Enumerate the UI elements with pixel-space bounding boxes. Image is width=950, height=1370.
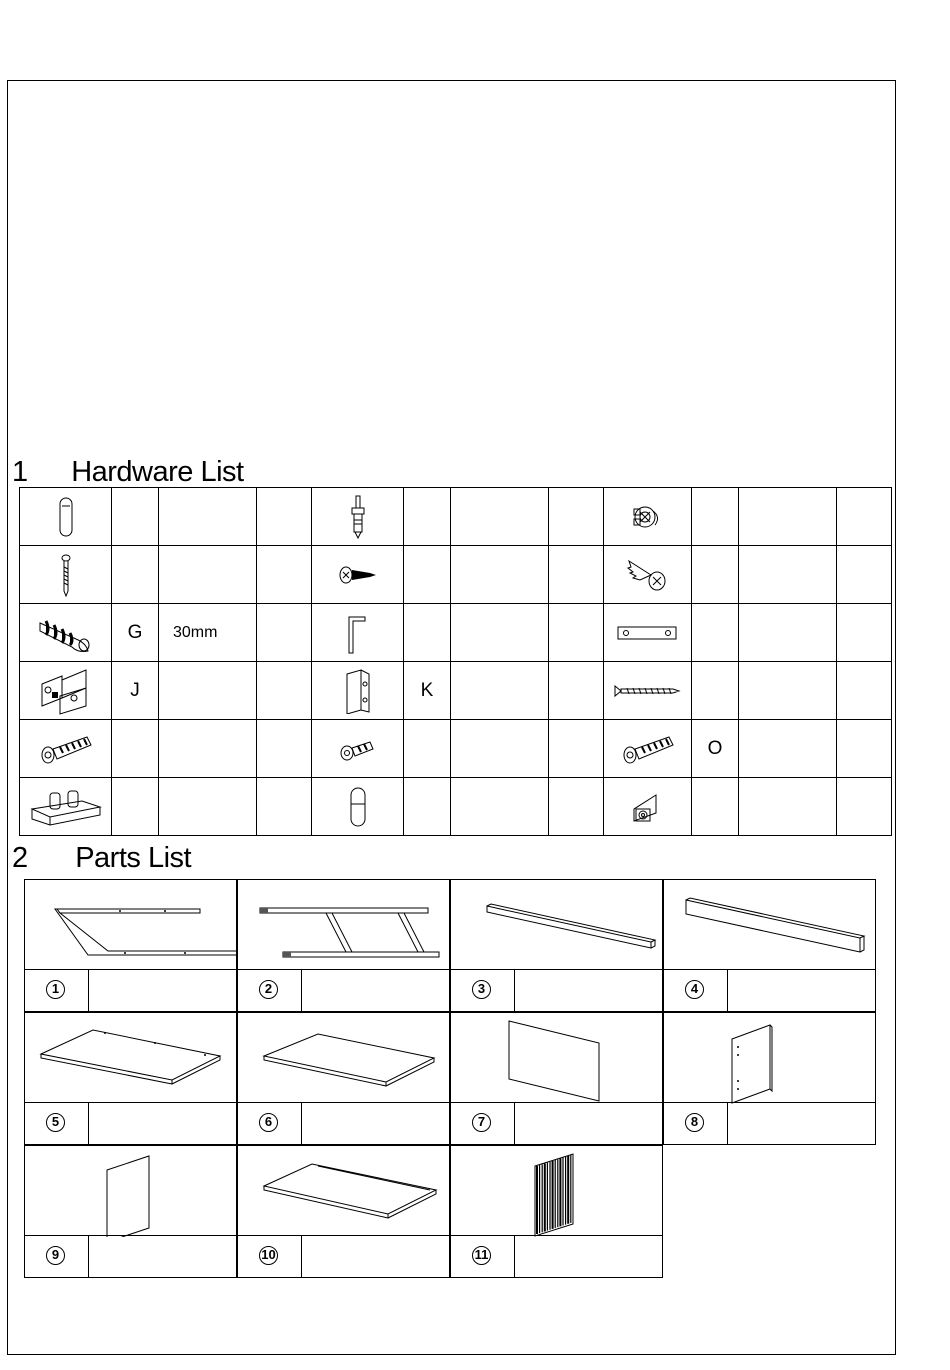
hardware-image-cell bbox=[312, 778, 404, 836]
hardware-letter: O bbox=[692, 720, 739, 778]
hardware-size bbox=[739, 720, 837, 778]
hardware-quantity bbox=[837, 546, 892, 604]
hardware-size bbox=[159, 488, 257, 546]
hardware-letter bbox=[404, 778, 451, 836]
hardware-size: 30mm bbox=[159, 604, 257, 662]
part-number: 7 bbox=[472, 1113, 491, 1132]
part-image-cell bbox=[663, 879, 876, 970]
hardware-image-cell bbox=[604, 720, 692, 778]
hardware-section-title bbox=[12, 456, 244, 488]
part-label-row bbox=[237, 1235, 450, 1278]
allen-key-icon bbox=[312, 611, 403, 655]
hardware-size bbox=[739, 604, 837, 662]
hardware-letter bbox=[404, 488, 451, 546]
part-image-cell bbox=[237, 1012, 450, 1103]
hardware-image-cell bbox=[312, 488, 404, 546]
hinge-icon bbox=[20, 666, 111, 716]
hardware-image-cell bbox=[312, 604, 404, 662]
part-number: 10 bbox=[259, 1246, 278, 1265]
hardware-size bbox=[451, 488, 549, 546]
part-label-row bbox=[237, 1102, 450, 1145]
hardware-letter bbox=[112, 546, 159, 604]
part-number-cell bbox=[238, 1103, 302, 1144]
hardware-image-cell bbox=[20, 720, 112, 778]
hardware-size bbox=[159, 720, 257, 778]
hardware-quantity bbox=[837, 778, 892, 836]
hardware-size bbox=[451, 778, 549, 836]
section-number: 1 bbox=[12, 456, 28, 488]
hardware-image-cell bbox=[20, 778, 112, 836]
short-screw-icon bbox=[312, 561, 403, 589]
hardware-letter: G bbox=[112, 604, 159, 662]
part-number: 3 bbox=[472, 980, 491, 999]
hardware-size bbox=[739, 662, 837, 720]
part-number: 2 bbox=[259, 980, 278, 999]
hardware-letter bbox=[404, 546, 451, 604]
part-number: 8 bbox=[685, 1113, 704, 1132]
hardware-quantity bbox=[257, 546, 312, 604]
hardware-quantity bbox=[549, 662, 604, 720]
hardware-image-cell bbox=[20, 488, 112, 546]
part-number-cell bbox=[25, 970, 89, 1011]
hardware-letter bbox=[112, 488, 159, 546]
hardware-image-cell bbox=[312, 662, 404, 720]
hardware-image-cell bbox=[20, 604, 112, 662]
hardware-quantity bbox=[257, 720, 312, 778]
part-label-row bbox=[450, 969, 663, 1012]
bolt-icon bbox=[20, 731, 111, 767]
hardware-quantity bbox=[257, 778, 312, 836]
long-wood-screw-icon bbox=[604, 683, 691, 699]
hardware-image-cell bbox=[20, 662, 112, 720]
hardware-letter bbox=[112, 778, 159, 836]
part-number: 1 bbox=[46, 980, 65, 999]
part-image-cell bbox=[24, 1012, 237, 1103]
part-label-row bbox=[663, 1102, 876, 1145]
section-title-text: Parts List bbox=[75, 842, 192, 874]
hardware-letter bbox=[692, 488, 739, 546]
part-number: 9 bbox=[46, 1246, 65, 1265]
hardware-quantity bbox=[549, 720, 604, 778]
hardware-image-cell bbox=[604, 546, 692, 604]
hardware-letter bbox=[692, 662, 739, 720]
part-label-row bbox=[663, 969, 876, 1012]
wood-screw-icon bbox=[604, 555, 691, 595]
part-number-cell bbox=[238, 970, 302, 1011]
part-image-cell bbox=[24, 879, 237, 970]
hardware-image-cell bbox=[312, 720, 404, 778]
part-number-cell bbox=[451, 1236, 515, 1277]
part-number: 11 bbox=[472, 1246, 491, 1265]
hardware-size bbox=[451, 604, 549, 662]
hardware-quantity bbox=[549, 546, 604, 604]
part-number-cell bbox=[25, 1236, 89, 1277]
hardware-size bbox=[739, 778, 837, 836]
long-screw-icon bbox=[20, 553, 111, 597]
part-number-cell bbox=[25, 1103, 89, 1144]
hardware-row bbox=[20, 604, 892, 662]
hardware-size bbox=[739, 546, 837, 604]
hardware-quantity bbox=[837, 488, 892, 546]
part-label-row bbox=[450, 1102, 663, 1145]
part-image-cell bbox=[450, 879, 663, 970]
hardware-quantity bbox=[837, 720, 892, 778]
hardware-letter bbox=[692, 778, 739, 836]
angle-bracket-icon bbox=[312, 668, 403, 714]
hardware-quantity bbox=[257, 604, 312, 662]
hardware-size bbox=[451, 720, 549, 778]
bolt-o-icon bbox=[604, 731, 691, 767]
connector-plate-icon bbox=[604, 623, 691, 643]
hardware-size bbox=[451, 546, 549, 604]
part-label-row bbox=[450, 1235, 663, 1278]
part-label-row bbox=[237, 969, 450, 1012]
hardware-row bbox=[20, 720, 892, 778]
hardware-image-cell bbox=[604, 604, 692, 662]
part-image-cell bbox=[237, 879, 450, 970]
cam-lock-icon bbox=[604, 497, 691, 537]
short-bolt-icon bbox=[312, 734, 403, 764]
hardware-size bbox=[159, 662, 257, 720]
plug-icon bbox=[312, 784, 403, 830]
hardware-quantity bbox=[549, 604, 604, 662]
part-number-cell bbox=[664, 1103, 728, 1144]
dowel-icon bbox=[20, 494, 111, 540]
part-number: 5 bbox=[46, 1113, 65, 1132]
part-image-cell bbox=[237, 1145, 450, 1236]
parts-section-title bbox=[12, 842, 191, 874]
part-image-cell bbox=[663, 1012, 876, 1103]
hardware-row bbox=[20, 546, 892, 604]
part-number-cell bbox=[664, 970, 728, 1011]
hardware-image-cell bbox=[312, 546, 404, 604]
hardware-letter bbox=[692, 546, 739, 604]
part-number-cell bbox=[451, 1103, 515, 1144]
part-label-row bbox=[24, 1235, 237, 1278]
hardware-letter bbox=[404, 604, 451, 662]
section-number: 2 bbox=[12, 842, 28, 874]
hardware-letter bbox=[404, 720, 451, 778]
hardware-image-cell bbox=[604, 488, 692, 546]
hardware-letter: K bbox=[404, 662, 451, 720]
part-number-cell bbox=[451, 970, 515, 1011]
hardware-letter: J bbox=[112, 662, 159, 720]
part-label-row bbox=[24, 1102, 237, 1145]
shelf-support-icon bbox=[20, 787, 111, 827]
part-image-cell bbox=[24, 1145, 237, 1236]
hardware-size bbox=[739, 488, 837, 546]
section-title-text: Hardware List bbox=[71, 456, 244, 488]
wall-anchor-icon bbox=[20, 613, 111, 653]
hardware-image-cell bbox=[604, 662, 692, 720]
hardware-row bbox=[20, 778, 892, 836]
hardware-image-cell bbox=[604, 778, 692, 836]
part-number: 6 bbox=[259, 1113, 278, 1132]
hardware-quantity bbox=[837, 604, 892, 662]
hardware-quantity bbox=[257, 488, 312, 546]
hardware-quantity bbox=[837, 662, 892, 720]
hardware-size bbox=[159, 778, 257, 836]
hardware-quantity bbox=[549, 488, 604, 546]
hardware-row bbox=[20, 488, 892, 546]
hardware-image-cell bbox=[20, 546, 112, 604]
hardware-letter bbox=[692, 604, 739, 662]
hardware-table bbox=[19, 487, 892, 836]
hardware-size bbox=[451, 662, 549, 720]
hardware-quantity bbox=[257, 662, 312, 720]
part-label-row bbox=[24, 969, 237, 1012]
hardware-letter bbox=[112, 720, 159, 778]
hardware-row bbox=[20, 662, 892, 720]
corner-bracket-icon bbox=[604, 789, 691, 825]
part-image-cell bbox=[450, 1012, 663, 1103]
part-number-cell bbox=[238, 1236, 302, 1277]
cam-bolt-icon bbox=[312, 494, 403, 540]
hardware-size bbox=[159, 546, 257, 604]
part-image-cell bbox=[450, 1145, 663, 1236]
part-number: 4 bbox=[685, 980, 704, 999]
hardware-quantity bbox=[549, 778, 604, 836]
